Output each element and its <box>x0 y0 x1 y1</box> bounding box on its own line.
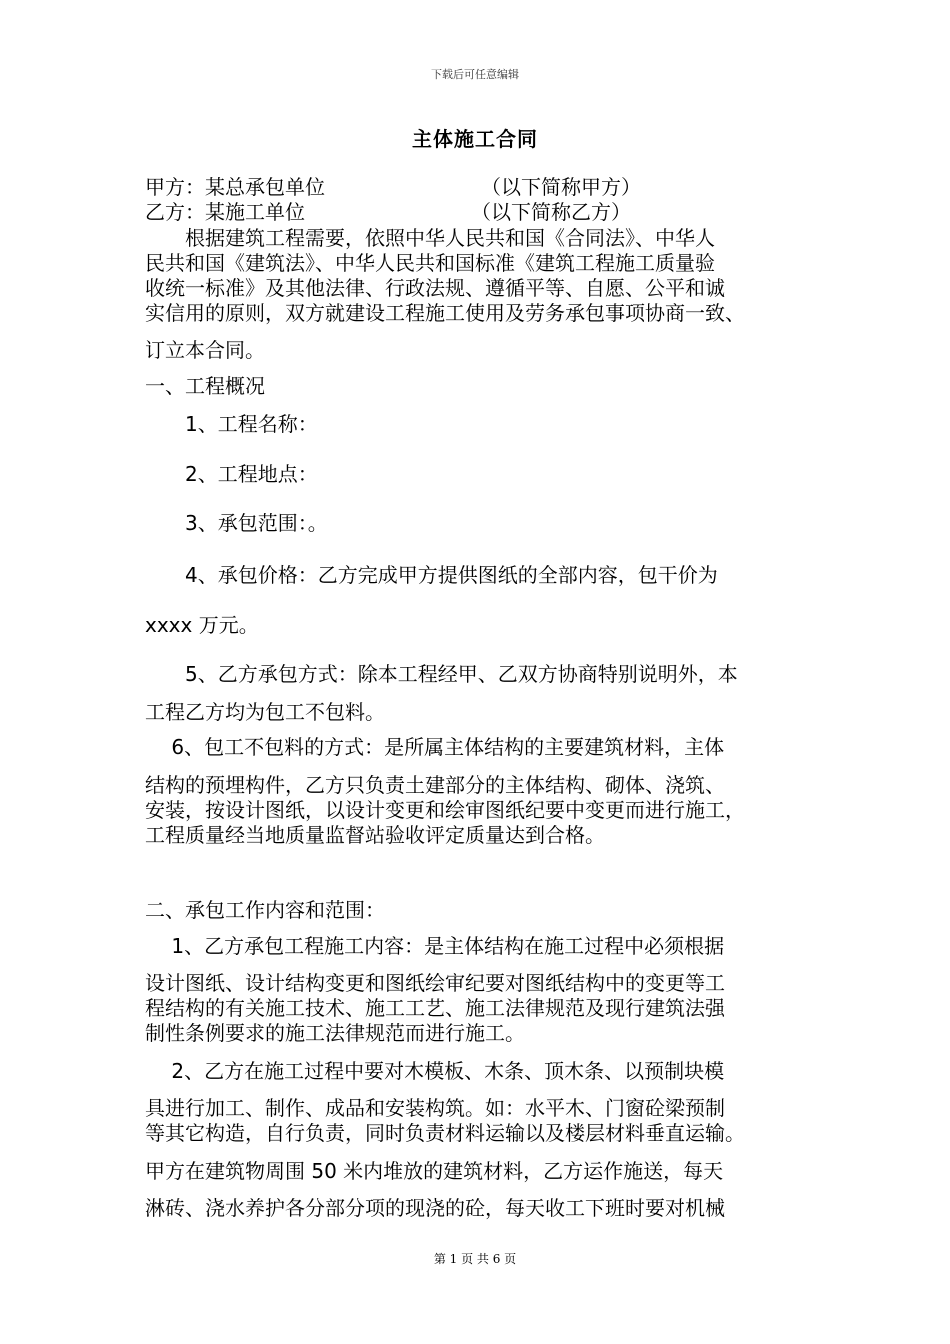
body-line: 制性条例要求的施工法律规范而进行施工。 <box>145 1021 525 1045</box>
list-item: 3、承包范围：。 <box>145 511 328 535</box>
body-line: xxxx 万元。 <box>145 613 259 637</box>
party-b-label: 乙方：某施工单位 <box>145 200 305 224</box>
document-title: 主体施工合同 <box>412 127 538 151</box>
party-a-label: 甲方：某总承包单位 <box>145 175 325 199</box>
body-line: 程结构的有关施工技术、施工工艺、施工法律规范及现行建筑法强 <box>145 996 725 1020</box>
body-line: 根据建筑工程需要，依照中华人民共和国《合同法》、中华人 <box>145 226 715 250</box>
section-heading: 二、承包工作内容和范围： <box>145 898 385 922</box>
party-b-line <box>145 199 631 225</box>
body-line: 等其它构造，自行负责，同时负责材料运输以及楼层材料垂直运输。 <box>145 1121 745 1145</box>
body-line: 结构的预埋构件，乙方只负责土建部分的主体结构、砌体、浇筑、 <box>145 773 725 797</box>
body-line: 收统一标准》及其他法律、行政法规、遵循平等、自愿、公平和诚 <box>145 276 725 300</box>
list-item: 6、包工不包料的方式：是所属主体结构的主要建筑材料，主体 <box>145 735 725 759</box>
list-item: 2、乙方在施工过程中要对木模板、木条、顶木条、以预制块模 <box>145 1059 725 1083</box>
body-line: 工程质量经当地质量监督站验收评定质量达到合格。 <box>145 823 605 847</box>
section-heading: 一、工程概况 <box>145 374 265 398</box>
list-item: 5、乙方承包方式：除本工程经甲、乙双方协商特别说明外，本 <box>145 662 738 686</box>
page-header: 下载后可任意编辑 <box>431 68 519 81</box>
body-line: 安装，按设计图纸，以设计变更和绘审图纸纪要中变更而进行施工， <box>145 798 745 822</box>
page-footer: 第 1 页 共 6 页 <box>433 1252 517 1266</box>
list-item: 1、工程名称： <box>145 412 318 436</box>
body-line: 工程乙方均为包工不包料。 <box>145 700 385 724</box>
body-line: 实信用的原则，双方就建设工程施工使用及劳务承包事项协商一致、 <box>145 301 745 325</box>
body-line: 民共和国《建筑法》、中华人民共和国标准《建筑工程施工质量验 <box>145 251 715 275</box>
list-item: 1、乙方承包工程施工内容：是主体结构在施工过程中必须根据 <box>145 934 725 958</box>
party-b-note: （以下简称乙方） <box>471 200 631 224</box>
party-a-note: （以下简称甲方） <box>481 175 641 199</box>
body-line: 具进行加工、制作、成品和安装构筑。如：水平木、门窗砼梁预制 <box>145 1096 725 1120</box>
party-a-line <box>145 174 641 200</box>
list-item: 2、工程地点： <box>145 462 318 486</box>
list-item: 4、承包价格：乙方完成甲方提供图纸的全部内容，包干价为 <box>145 563 718 587</box>
body-line: 设计图纸、设计结构变更和图纸绘审纪要对图纸结构中的变更等工 <box>145 971 725 995</box>
body-line: 淋砖、浇水养护各分部分项的现浇的砼，每天收工下班时要对机械 <box>145 1196 725 1220</box>
body-line: 订立本合同。 <box>145 338 265 362</box>
body-line: 甲方在建筑物周围 50 米内堆放的建筑材料，乙方运作施送，每天 <box>145 1159 724 1183</box>
